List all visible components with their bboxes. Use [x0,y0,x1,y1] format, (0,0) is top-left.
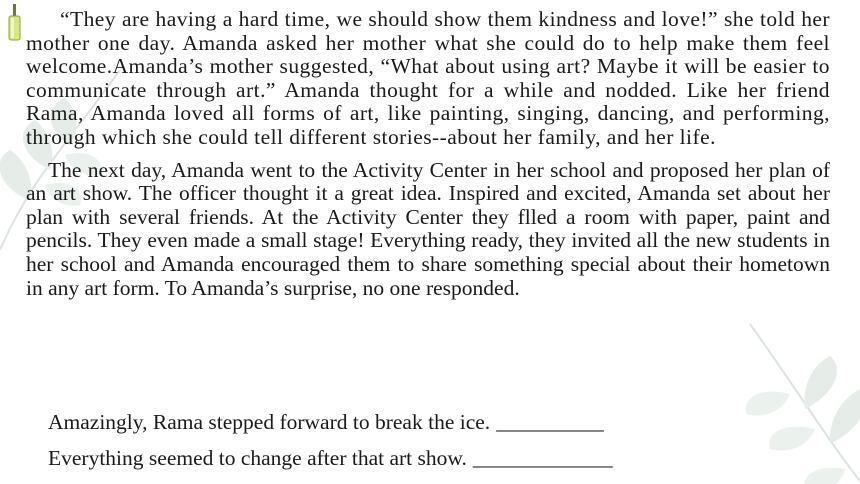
leaf-decoration-icon [710,304,860,484]
answer-blank-2[interactable]: _____________ [472,446,613,470]
question-line-2 [48,446,613,470]
question-2-text: Everything seemed to change after that art show. [48,446,467,470]
paragraph-1: “They are having a hard time, we should show them kindness and love!” she told her mother one day. Amanda asked her mother what she could do to help make them feel welcome.Amanda’s mother suggested, “What about using art? Maybe it will be easier to communicate through art.” Amanda thought for a while and nodded. Like her friend Rama, Amanda loved all forms of art, like painting, singing, dancing, and performing, through which she could tell different stories--about her family, and her life. [26,7,830,149]
paragraph-2: The next day, Amanda went to the Activity Center in her school and proposed her plan of an art show. The officer thought it a great idea. Inspired and excited, Amanda set about her plan with several friends. At the Activity Center they flled a room with paper, paint and pencils. They even made a small stage! Everything ready, they invited all the new students in her school and Amanda encouraged them to share something special about their hometown in any art form. To Amanda’s surprise, no one responded. [26,157,830,300]
question-line-1 [48,410,604,434]
story-text [26,8,830,300]
answer-blank-1[interactable]: __________ [496,410,604,434]
question-1-text: Amazingly, Rama stepped forward to break the ice. [48,410,491,434]
highlighter-marker-icon [6,4,28,44]
